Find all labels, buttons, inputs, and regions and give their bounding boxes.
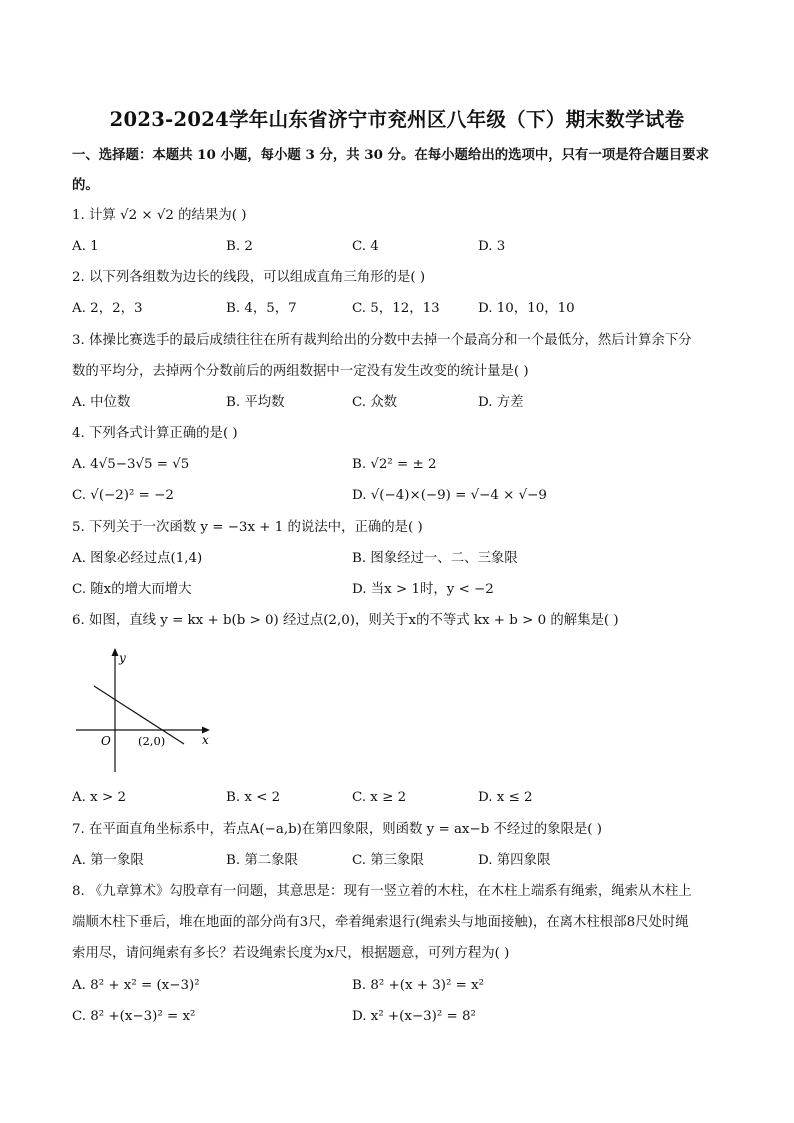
q4-option-c: C. √(−2)² = −2 (72, 488, 174, 503)
q4-option-d: D. √(−4)×(−9) = √−4 × √−9 (352, 488, 547, 503)
q7-option-b: B. 第二象限 (226, 853, 298, 868)
origin-label: O (101, 734, 111, 748)
q1-option-d: D. 3 (478, 239, 506, 254)
q5-option-a: A. 图象必经过点(1,4) (72, 551, 203, 566)
question-2-stem: 2. 以下列各组数为边长的线段，可以组成直角三角形的是( ) (72, 270, 426, 285)
question-6-stem: 6. 如图，直线 y = kx + b(b > 0) 经过点(2,0)，则关于x的不等式 kx + b > 0 的解集是( ) (72, 613, 619, 628)
q3-option-b: B. 平均数 (226, 395, 285, 410)
question-3-stem-cont: 数的平均分，去掉两个分数前后的两组数据中一定没有发生改变的统计量是( ) (72, 364, 529, 379)
y-axis-label: y (119, 651, 126, 665)
question-5-stem: 5. 下列关于一次函数 y = −3x + 1 的说法中，正确的是( ) (72, 520, 423, 535)
section-heading-cont: 的。 (72, 177, 99, 193)
q1-option-c: C. 4 (352, 239, 379, 254)
q1-option-a: A. 1 (72, 239, 99, 254)
q5-option-c: C. 随x的增大而增大 (72, 582, 192, 597)
q8-option-c: C. 8² +(x−3)² = x² (72, 1009, 196, 1024)
q7-option-a: A. 第一象限 (72, 853, 144, 868)
page-title: 2023-2024学年山东省济宁市兖州区八年级（下）期末数学试卷 (109, 108, 685, 131)
question-8-stem-cont-1: 端顺木柱下垂后，堆在地面的部分尚有3尺，牵着绳索退行(绳索头与地面接触)，在离木柱根部8尺处时绳 (72, 915, 689, 930)
q7-option-d: D. 第四象限 (478, 853, 551, 868)
question-8-stem: 8. 《九章算术》勾股章有一问题，其意思是：现有一竖立着的木柱，在木柱上端系有绳索，绳索从木柱上 (72, 884, 692, 899)
q6-option-c: C. x ≥ 2 (352, 790, 407, 805)
question-4-stem: 4. 下列各式计算正确的是( ) (72, 426, 238, 441)
section-heading: 一、选择题：本题共 10 小题，每小题 3 分，共 30 分。在每小题给出的选项中，只有一项是符合题目要求 (72, 147, 709, 163)
q2-option-a: A. 2，2，3 (72, 301, 143, 316)
q8-option-b: B. 8² +(x + 3)² = x² (352, 978, 484, 993)
q8-option-d: D. x² +(x−3)² = 8² (352, 1009, 476, 1024)
q4-option-b: B. √2² = ± 2 (352, 457, 437, 472)
question-3-stem: 3. 体操比赛选手的最后成绩往往在所有裁判给出的分数中去掉一个最高分和一个最低分，然后计算余下分 (72, 333, 692, 348)
question-7-stem: 7. 在平面直角坐标系中，若点A(−a,b)在第四象限，则函数 y = ax−b 不经过的象限是( ) (72, 822, 602, 837)
y-axis-arrow-icon (112, 648, 119, 656)
q3-option-a: A. 中位数 (72, 395, 131, 410)
q6-option-d: D. x ≤ 2 (478, 790, 533, 805)
q2-option-c: C. 5，12，13 (352, 301, 440, 316)
q3-option-c: C. 众数 (352, 395, 398, 410)
q7-option-c: C. 第三象限 (352, 853, 424, 868)
q5-option-b: B. 图象经过一、二、三象限 (352, 551, 518, 566)
q4-option-a: A. 4√5−3√5 = √5 (72, 457, 190, 472)
x-axis-label: x (202, 733, 209, 747)
q1-option-b: B. 2 (226, 239, 253, 254)
q2-option-d: D. 10，10，10 (478, 301, 575, 316)
point-label: (2,0) (138, 734, 166, 748)
q2-option-b: B. 4，5，7 (226, 301, 297, 316)
q6-option-b: B. x < 2 (226, 790, 281, 805)
line-graph-figure (70, 646, 220, 776)
q8-option-a: A. 8² + x² = (x−3)² (72, 978, 200, 993)
question-8-stem-cont-2: 索用尽，请问绳索有多长？若设绳索长度为x尺，根据题意，可列方程为( ) (72, 946, 510, 961)
q5-option-d: D. 当x > 1时，y < −2 (352, 582, 494, 597)
q3-option-d: D. 方差 (478, 395, 524, 410)
q6-option-a: A. x > 2 (72, 790, 126, 805)
question-1-stem: 1. 计算 √2 × √2 的结果为( ) (72, 208, 247, 223)
